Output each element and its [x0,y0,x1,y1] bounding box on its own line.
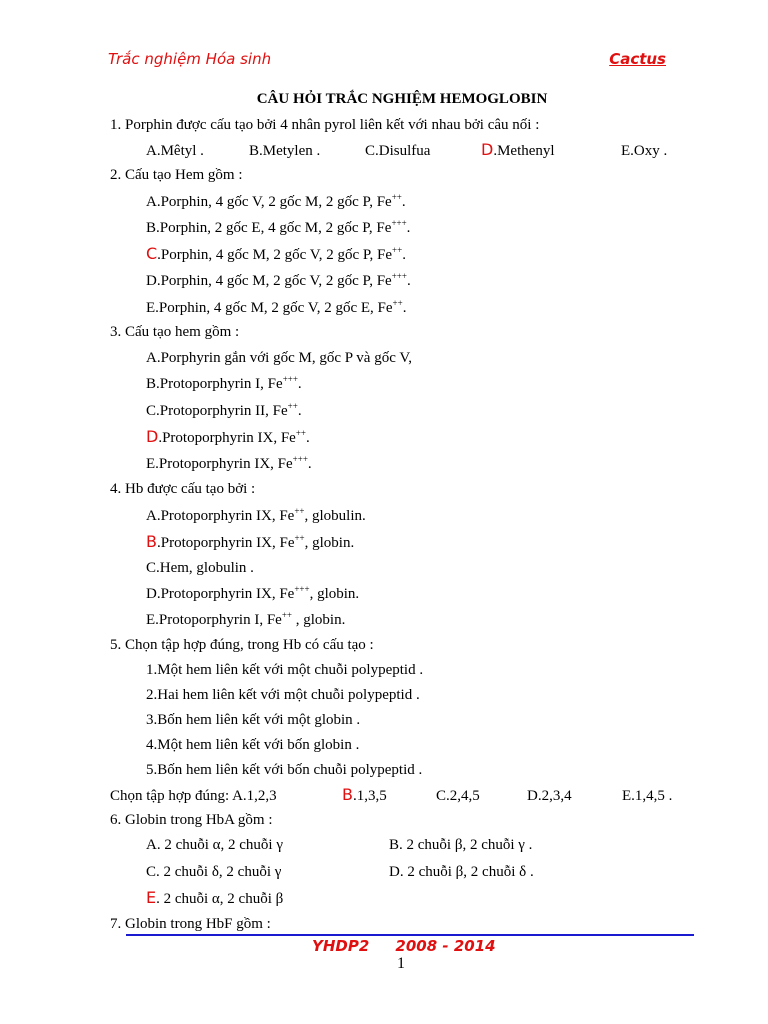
q5-item-1: 1.Một hem liên kết với một chuỗi polypeptid . [146,662,424,678]
question-6: 6. Globin trong HbA gồm : [110,812,273,828]
option-end: . [402,247,406,263]
q6-option-a [146,836,283,854]
q3-option-d [146,428,310,447]
option-text: .Protoporphyrin IX, Fe [156,586,295,602]
q6-option-b [389,836,532,854]
q1-option-d [481,141,555,160]
q4-option-c [146,559,254,577]
option-end: , globin. [292,612,346,628]
option-charge: +++ [292,454,308,464]
option-text: . 2 chuỗi δ, 2 chuỗi γ [156,864,282,880]
option-text: . 2 chuỗi α, 2 chuỗi γ [156,837,283,853]
option-letter: C [146,560,157,576]
option-letter: E [146,300,156,316]
option-letter: E [146,612,156,628]
q4-option-a [146,507,366,525]
option-letter: B [146,220,157,236]
option-charge: +++ [282,374,298,384]
option-letter: A [146,194,157,210]
answer-letter: D [481,140,494,159]
answer-letter: B [146,532,157,551]
q3-option-e [146,455,312,473]
option-end: . [406,220,411,236]
option-end: , globin. [304,535,355,551]
q1-option-e: E.Oxy . [621,143,668,159]
option-letter: A [146,837,157,853]
option-end: . [297,376,302,392]
option-end: . [401,194,406,210]
q6-option-c [146,863,281,881]
option-text: .Porphyrin gắn với gốc M, gốc P và gốc V, [156,350,412,366]
option-text: .Hem, globulin . [156,560,254,576]
option-text: .Protoporphyrin IX, Fe [156,535,295,551]
q1-option-d-text: .Methenyl [493,143,555,159]
page-title: CÂU HỎI TRẮC NGHIỆM HEMOGLOBIN [256,91,548,107]
q2-option-d [146,272,411,290]
option-text: .Porphin, 4 gốc M, 2 gốc V, 2 gốc E, Fe [155,300,393,316]
option-charge: ++ [392,298,403,308]
option-end: . [402,300,407,316]
option-text: .Protoporphyrin IX, Fe [156,508,295,524]
option-text: .Porphin, 4 gốc V, 2 gốc M, 2 gốc P, Fe [156,194,392,210]
option-charge: ++ [287,401,298,411]
option-letter: D [146,273,157,289]
q2-option-a [146,193,406,211]
option-charge: ++ [391,192,402,202]
q5-choose-b [342,786,387,805]
option-charge: ++ [281,610,292,620]
option-text: .Protoporphyrin IX, Fe [158,430,296,446]
option-letter: D [389,864,400,880]
option-letter: A [146,350,157,366]
option-charge: ++ [295,428,306,438]
q4-option-d [146,585,359,603]
question-2: 2. Cấu tạo Hem gồm : [110,167,243,183]
choice-text: .1,3,5 [352,788,387,804]
option-charge: +++ [294,584,310,594]
header-title: Trắc nghiệm Hóa sinh [108,50,272,68]
answer-letter: D [146,427,159,446]
q5-item-3: 3.Bốn hem liên kết với một globin . [146,712,361,728]
option-letter: D [146,586,157,602]
q2-option-e [146,299,406,317]
option-charge: ++ [294,533,305,543]
question-5: 5. Chọn tập hợp đúng, trong Hb có cấu tạo : [110,637,374,653]
option-letter: A [146,508,157,524]
question-3: 3. Cấu tạo hem gồm : [110,324,240,340]
option-text: . 2 chuỗi α, 2 chuỗi β [156,891,284,907]
option-end: , globulin. [304,508,366,524]
footer-rule [126,934,694,936]
option-end: . [307,456,312,472]
answer-letter: E [146,888,157,907]
option-letter: E [146,456,156,472]
q5-choose-d: D.2,3,4 [527,788,572,804]
option-end: . [297,403,302,419]
q5-item-4: 4.Một hem liên kết với bốn globin . [146,737,360,753]
option-letter: B [146,376,157,392]
q3-option-b [146,375,302,393]
q4-option-b [146,533,354,552]
q1-option-a: A.Mêtyl . [146,143,204,159]
q3-option-a [146,349,412,367]
option-text: .Protoporphyrin I, Fe [155,612,282,628]
option-text: .Protoporphyrin II, Fe [156,403,288,419]
option-letter: C [146,864,157,880]
q3-option-c [146,402,302,420]
question-1: 1. Porphin được cấu tạo bởi 4 nhân pyrol liên kết với nhau bởi câu nối : [110,117,540,133]
option-text: .Porphin, 2 gốc E, 4 gốc M, 2 gốc P, Fe [156,220,392,236]
option-charge: ++ [294,506,305,516]
page-number: 1 [397,955,405,972]
question-7: 7. Globin trong HbF gồm : [110,916,271,932]
option-text: .Porphin, 4 gốc M, 2 gốc V, 2 gốc P, Fe [157,247,393,263]
q4-option-e [146,611,345,629]
footer-course: YHDP2 2008 - 2014 [312,937,496,955]
q2-option-c [146,245,406,264]
option-text: .Protoporphyrin IX, Fe [155,456,293,472]
q2-option-b [146,219,410,237]
q6-option-d [389,863,534,881]
option-text: .Protoporphyrin I, Fe [156,376,283,392]
q5-item-5: 5.Bốn hem liên kết với bốn chuỗi polypeptid . [146,762,423,778]
option-charge: +++ [391,218,407,228]
answer-letter: B [342,785,353,804]
answer-letter: C [146,244,158,263]
q1-option-b: B.Metylen . [249,143,321,159]
option-text: . 2 chuỗi β, 2 chuỗi δ . [399,864,534,880]
header-author: Cactus [609,50,666,68]
option-letter: B [389,837,400,853]
q5-choose-e: E.1,4,5 . [622,788,673,804]
q1-option-c: C.Disulfua [365,143,431,159]
option-text: . 2 chuỗi β, 2 chuỗi γ . [399,837,533,853]
option-charge: ++ [392,245,403,255]
option-end: . [406,273,411,289]
option-text: .Porphin, 4 gốc M, 2 gốc V, 2 gốc P, Fe [156,273,392,289]
option-charge: +++ [391,271,407,281]
question-4: 4. Hb được cấu tạo bởi : [110,481,256,497]
option-end: . [305,430,310,446]
q5-choose-c: C.2,4,5 [436,788,480,804]
option-end: , globin. [309,586,360,602]
q5-choose-lead: Chọn tập hợp đúng: A.1,2,3 [110,788,277,804]
q6-option-e [146,889,283,908]
option-letter: C [146,403,157,419]
q5-item-2: 2.Hai hem liên kết với một chuỗi polypeptid . [146,687,420,703]
